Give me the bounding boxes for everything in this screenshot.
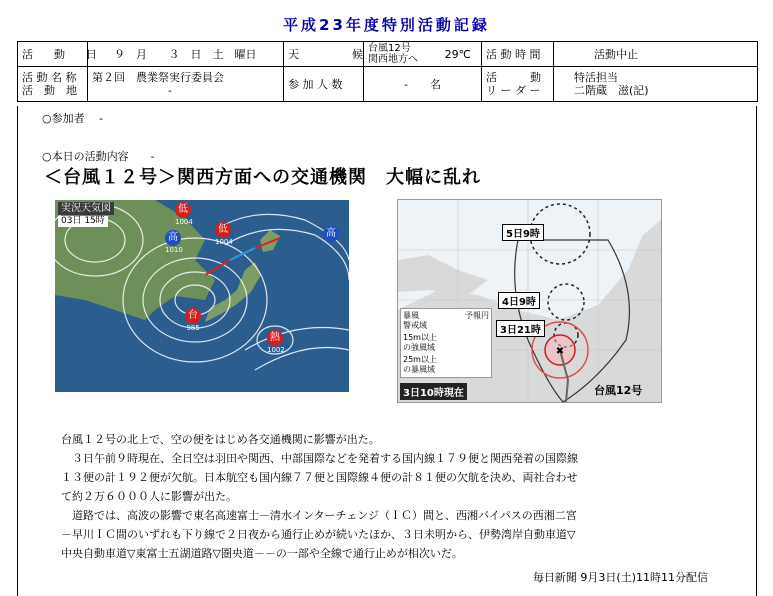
pressure-value: 1010 <box>165 246 183 254</box>
forecast-label-3d: 3日21時 <box>496 320 545 337</box>
pressure-high-1 <box>165 230 183 254</box>
participants-line: ○参加者 - <box>42 112 104 125</box>
leader-label-2: リ ー ダ ー <box>486 84 541 97</box>
map-legend <box>400 308 492 378</box>
participants-label: 参 加 人 数 <box>284 67 364 102</box>
name-label-2: 活 動 地 <box>22 84 77 97</box>
article-headline: ＜台風１２号＞関西方面への交通機関 大幅に乱れ <box>44 167 481 188</box>
pressure-value: 1002 <box>267 346 285 354</box>
tropical-low-icon: 熱 <box>267 330 283 346</box>
pressure-value: 1004 <box>215 238 233 246</box>
typhoon-center-icon: ✖ <box>555 346 565 357</box>
legend-forecast-circle: 予報円 <box>465 311 489 320</box>
body-line: て約２万６０００人に影響が出た。 <box>61 490 237 503</box>
leader-label <box>482 67 554 102</box>
high-icon: 高 <box>165 230 181 246</box>
weather-map-title: 実況天気図 <box>58 202 114 215</box>
name-label <box>18 67 88 102</box>
body-line: －早川ＩＣ間のいずれも下り線で２日夜から通行止めが続いたほか、３日未明から、伊勢湾岸自動車道▽ <box>61 528 576 541</box>
leader-value <box>554 67 758 102</box>
weather-map <box>55 200 349 392</box>
date-day: ３ 日 土 曜日 <box>168 47 257 61</box>
name-value-1: 第２回 農業祭実行委員会 <box>92 71 224 84</box>
activity-info-table <box>17 41 758 102</box>
participants-value: - 名 <box>364 67 482 102</box>
pressure-low-1 <box>175 202 193 226</box>
low-icon: 低 <box>215 222 231 238</box>
leader-value-2: 二階蔵 滋(記) <box>574 84 649 97</box>
high-icon: 高 <box>323 226 339 242</box>
body-line: ３日午前９時現在、全日空は羽田や関西、中部国際などを発着する国内線１７９便と関西発着の国際線 <box>61 452 578 465</box>
weather-line-1: 台風12号 <box>368 43 411 54</box>
legend-25m: 25m以上 の暴風域 <box>403 355 437 374</box>
pressure-value: 985 <box>186 324 200 332</box>
typhoon-forecast-map <box>397 199 662 403</box>
weather-value <box>364 42 482 67</box>
weather-line-2: 関西地方へ <box>368 54 418 65</box>
tropical-low-marker <box>267 330 285 354</box>
weather-label: 天 候 <box>284 42 364 67</box>
time-label: 活 動 時 間 <box>482 42 554 67</box>
article-source: 毎日新聞 9月3日(土)11時11分配信 <box>532 571 708 584</box>
temperature: 29℃ <box>444 47 471 61</box>
date-value <box>88 42 284 67</box>
page-title: 平成23年度特別活動記録 <box>283 16 490 34</box>
forecast-label-5d: 5日9時 <box>502 224 544 241</box>
date-month: ９ 月 <box>114 47 147 61</box>
leader-value-1: 特活担当 <box>574 71 618 84</box>
pressure-low-2 <box>215 222 233 246</box>
current-time-label: 3日10時現在 <box>400 383 467 400</box>
legend-storm-warning: 暴風 警戒域 <box>403 311 427 330</box>
typhoon-label: 台風12号 <box>594 384 643 397</box>
pressure-value: 1004 <box>175 218 193 226</box>
article-body <box>61 430 578 563</box>
date-label: 活 動 日 <box>18 42 88 67</box>
forecast-label-4d: 4日9時 <box>498 292 540 309</box>
body-line: 道路では、高波の影響で東名高速富士－清水インターチェンジ（ＩＣ）間と、西湘バイパスの西湘二宮 <box>61 509 577 522</box>
legend-15m: 15m以上 の強風域 <box>403 333 437 352</box>
low-icon: 低 <box>175 202 191 218</box>
name-value <box>88 67 284 102</box>
body-line: １３便の計１９２便が欠航。日本航空も国内線７７便と国際線４便の計８１便の欠航を決め、両社合わせ <box>61 471 578 484</box>
typhoon-marker <box>185 308 201 332</box>
name-value-2: - <box>168 84 172 97</box>
name-label-1: 活 動 名 称 <box>22 71 77 84</box>
time-value: 活動中止 <box>554 42 758 67</box>
front-line-cold <box>230 248 255 260</box>
typhoon-icon: 台 <box>185 308 201 324</box>
weather-map-drawing <box>55 200 349 392</box>
body-line: 台風１２号の北上で、空の便をはじめ各交通機関に影響が出た。 <box>61 433 380 446</box>
pressure-high-2 <box>323 226 339 242</box>
leader-label-1: 活 動 <box>486 71 541 84</box>
weather-map-time: 03日 15時 <box>58 216 108 227</box>
activity-line: ○本日の活動内容 - <box>42 150 155 163</box>
body-line: 中央自動車道▽東富士五湖道路▽圏央道－－の一部や全線で通行止めが相次いだ。 <box>61 547 463 560</box>
